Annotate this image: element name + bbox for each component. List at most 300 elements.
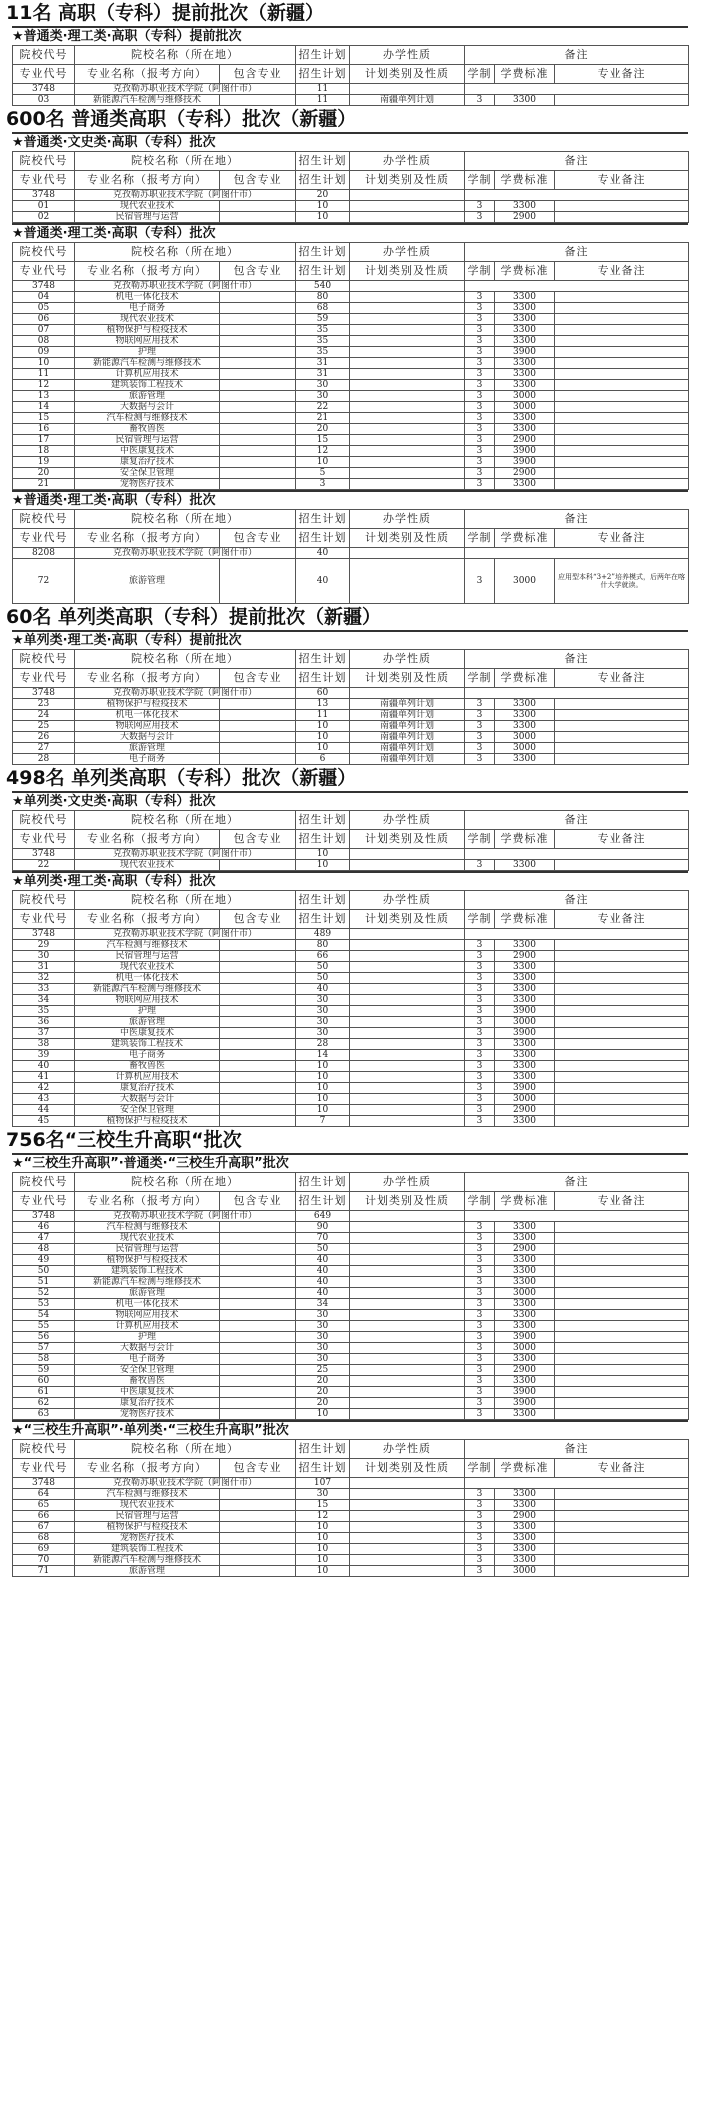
major-name: 旅游管理 [75, 743, 220, 754]
major-code: 56 [13, 1332, 75, 1343]
major-name: 旅游管理 [75, 1288, 220, 1299]
header-major-code: 专业代号 [13, 1459, 75, 1478]
major-name: 现代农业技术 [75, 1500, 220, 1511]
included-majors [220, 1522, 296, 1533]
duration: 3 [465, 1511, 495, 1522]
major-plan: 30 [296, 1354, 350, 1365]
major-remarks [555, 292, 689, 303]
table-row [13, 1233, 689, 1244]
major-code: 25 [13, 721, 75, 732]
duration: 3 [465, 754, 495, 765]
plan-category [350, 1489, 465, 1500]
major-plan: 10 [296, 201, 350, 212]
included-majors [220, 1398, 296, 1409]
header-duration: 学制 [465, 830, 495, 849]
major-plan: 12 [296, 1511, 350, 1522]
tuition: 2900 [495, 1105, 555, 1116]
header-remarks: 备注 [465, 510, 689, 529]
plan-table [12, 45, 689, 106]
plan-category [350, 984, 465, 995]
major-remarks [555, 1310, 689, 1321]
duration: 3 [465, 303, 495, 314]
header-major-remarks: 专业备注 [555, 171, 689, 190]
duration: 3 [465, 1288, 495, 1299]
major-code: 02 [13, 212, 75, 223]
major-remarks [555, 1511, 689, 1522]
major-name: 建筑装饰工程技术 [75, 380, 220, 391]
plan-category [350, 1376, 465, 1387]
plan-category [350, 457, 465, 468]
plan-category [350, 1050, 465, 1061]
included-majors [220, 754, 296, 765]
table-row [13, 1489, 689, 1500]
major-remarks [555, 468, 689, 479]
plan-category [350, 1028, 465, 1039]
tuition: 3300 [495, 303, 555, 314]
header-major-remarks: 专业备注 [555, 65, 689, 84]
included-majors [220, 940, 296, 951]
major-plan: 50 [296, 973, 350, 984]
included-majors [220, 1222, 296, 1233]
major-name: 护理 [75, 1332, 220, 1343]
major-remarks [555, 325, 689, 336]
table-row [13, 391, 689, 402]
major-code: 48 [13, 1244, 75, 1255]
plan-table [12, 810, 689, 871]
duration: 3 [465, 940, 495, 951]
major-code: 24 [13, 710, 75, 721]
duration: 3 [465, 1266, 495, 1277]
major-remarks [555, 369, 689, 380]
major-name: 电子商务 [75, 754, 220, 765]
header-school-name: 院校名称（所在地） [75, 243, 296, 262]
header-plan: 招生计划 [296, 65, 350, 84]
included-majors [220, 1310, 296, 1321]
header-remarks: 备注 [465, 243, 689, 262]
included-majors [220, 1511, 296, 1522]
major-remarks [555, 1083, 689, 1094]
school-nature [350, 929, 465, 940]
tuition: 2900 [495, 1365, 555, 1376]
major-remarks [555, 721, 689, 732]
header-major-remarks: 专业备注 [555, 1459, 689, 1478]
major-remarks [555, 1288, 689, 1299]
school-row [13, 688, 689, 699]
major-code: 36 [13, 1017, 75, 1028]
tuition: 3000 [495, 559, 555, 604]
major-plan: 35 [296, 325, 350, 336]
major-code: 20 [13, 468, 75, 479]
major-name: 民宿管理与运营 [75, 1511, 220, 1522]
major-name: 植物保护与检疫技术 [75, 1116, 220, 1127]
included-majors [220, 995, 296, 1006]
plan-category [350, 1321, 465, 1332]
major-remarks [555, 1409, 689, 1420]
major-code: 46 [13, 1222, 75, 1233]
table-row [13, 1288, 689, 1299]
plan-category [350, 1387, 465, 1398]
major-name: 民宿管理与运营 [75, 435, 220, 446]
header-major-code: 专业代号 [13, 171, 75, 190]
plan-category [350, 325, 465, 336]
header-plan: 招生计划 [296, 152, 350, 171]
major-name: 机电一体化技术 [75, 973, 220, 984]
major-name: 宠物医疗技术 [75, 479, 220, 490]
table-row [13, 1277, 689, 1288]
plan-category [350, 1017, 465, 1028]
major-plan: 20 [296, 1398, 350, 1409]
header-school-name: 院校名称（所在地） [75, 510, 296, 529]
school-row [13, 849, 689, 860]
header-duration: 学制 [465, 669, 495, 688]
table-row [13, 1061, 689, 1072]
plan-category [350, 1116, 465, 1127]
header-major-remarks: 专业备注 [555, 830, 689, 849]
plan-block [12, 26, 688, 106]
major-name: 计算机应用技术 [75, 369, 220, 380]
header-nature: 办学性质 [350, 811, 465, 830]
duration: 3 [465, 435, 495, 446]
included-majors [220, 391, 296, 402]
included-majors [220, 1555, 296, 1566]
major-code: 35 [13, 1006, 75, 1017]
tuition: 3300 [495, 1544, 555, 1555]
major-code: 08 [13, 336, 75, 347]
header-plan-category: 计划类别及性质 [350, 262, 465, 281]
major-name: 物联网应用技术 [75, 1310, 220, 1321]
header-plan: 招生计划 [296, 910, 350, 929]
major-name: 大数据与会计 [75, 402, 220, 413]
plan-category [350, 446, 465, 457]
major-plan: 10 [296, 457, 350, 468]
tuition: 3300 [495, 1376, 555, 1387]
plan-category [350, 1343, 465, 1354]
header-duration: 学制 [465, 910, 495, 929]
table-row [13, 1072, 689, 1083]
major-name: 旅游管理 [75, 1017, 220, 1028]
major-remarks [555, 212, 689, 223]
major-code: 17 [13, 435, 75, 446]
header-nature: 办学性质 [350, 510, 465, 529]
plan-table [12, 151, 689, 223]
header-plan: 招生计划 [296, 46, 350, 65]
included-majors [220, 1072, 296, 1083]
header-included-majors: 包含专业 [220, 669, 296, 688]
major-plan: 34 [296, 1299, 350, 1310]
major-name: 安全保卫管理 [75, 1105, 220, 1116]
major-remarks [555, 402, 689, 413]
major-code: 10 [13, 358, 75, 369]
header-row [13, 152, 689, 171]
tuition: 3300 [495, 1277, 555, 1288]
duration: 3 [465, 1116, 495, 1127]
header-row [13, 262, 689, 281]
plan-table [12, 509, 689, 604]
duration: 3 [465, 1544, 495, 1555]
major-plan: 14 [296, 1050, 350, 1061]
plan-category [350, 1072, 465, 1083]
major-remarks [555, 699, 689, 710]
major-remarks [555, 479, 689, 490]
duration: 3 [465, 1343, 495, 1354]
major-plan: 30 [296, 1017, 350, 1028]
school-plan: 20 [296, 190, 350, 201]
included-majors [220, 457, 296, 468]
tuition: 3300 [495, 995, 555, 1006]
included-majors [220, 325, 296, 336]
header-school-name: 院校名称（所在地） [75, 152, 296, 171]
section-title: 60名 单列类高职（专科）提前批次（新疆） [6, 606, 382, 628]
school-row [13, 1211, 689, 1222]
major-remarks [555, 940, 689, 951]
table-row [13, 732, 689, 743]
header-school-name: 院校名称（所在地） [75, 811, 296, 830]
header-plan: 招生计划 [296, 510, 350, 529]
major-name: 现代农业技术 [75, 314, 220, 325]
major-plan: 20 [296, 424, 350, 435]
header-plan: 招生计划 [296, 891, 350, 910]
header-plan: 招生计划 [296, 1459, 350, 1478]
major-code: 11 [13, 369, 75, 380]
major-code: 09 [13, 347, 75, 358]
duration: 3 [465, 1533, 495, 1544]
plan-category [350, 468, 465, 479]
major-name: 中医康复技术 [75, 1028, 220, 1039]
tuition: 3300 [495, 325, 555, 336]
major-code: 62 [13, 1398, 75, 1409]
tuition: 3300 [495, 1266, 555, 1277]
section-title: 498名 单列类高职（专科）批次（新疆） [6, 767, 357, 789]
header-major-name: 专业名称（报考方向） [75, 1459, 220, 1478]
tuition: 3000 [495, 743, 555, 754]
major-plan: 28 [296, 1039, 350, 1050]
major-remarks [555, 1094, 689, 1105]
header-included-majors: 包含专业 [220, 1459, 296, 1478]
table-row [13, 468, 689, 479]
tuition: 3300 [495, 1354, 555, 1365]
header-school-code: 院校代号 [13, 811, 75, 830]
major-plan: 22 [296, 402, 350, 413]
school-remarks [465, 84, 689, 95]
plan-category [350, 1299, 465, 1310]
table-row [13, 1310, 689, 1321]
duration: 3 [465, 380, 495, 391]
plan-category [350, 314, 465, 325]
tuition: 3300 [495, 754, 555, 765]
included-majors [220, 962, 296, 973]
tuition: 3300 [495, 962, 555, 973]
major-name: 电子商务 [75, 303, 220, 314]
header-remarks: 备注 [465, 650, 689, 669]
major-plan: 20 [296, 1387, 350, 1398]
school-code: 3748 [13, 688, 75, 699]
included-majors [220, 1028, 296, 1039]
school-code: 3748 [13, 190, 75, 201]
table-row [13, 1533, 689, 1544]
plan-category: 南疆单列计划 [350, 95, 465, 106]
duration: 3 [465, 995, 495, 1006]
table-row [13, 559, 689, 604]
table-row [13, 479, 689, 490]
plan-category [350, 1544, 465, 1555]
header-major-name: 专业名称（报考方向） [75, 669, 220, 688]
school-code: 8208 [13, 548, 75, 559]
included-majors [220, 721, 296, 732]
major-code: 06 [13, 314, 75, 325]
tuition: 2900 [495, 435, 555, 446]
header-school-name: 院校名称（所在地） [75, 1440, 296, 1459]
major-remarks [555, 380, 689, 391]
duration: 3 [465, 721, 495, 732]
header-plan-category: 计划类别及性质 [350, 910, 465, 929]
table-row [13, 984, 689, 995]
duration: 3 [465, 1017, 495, 1028]
plan-category [350, 1277, 465, 1288]
header-row [13, 1440, 689, 1459]
table-row [13, 358, 689, 369]
table-row [13, 1511, 689, 1522]
duration: 3 [465, 1244, 495, 1255]
school-remarks [465, 1211, 689, 1222]
header-major-code: 专业代号 [13, 262, 75, 281]
plan-category: 南疆单列计划 [350, 699, 465, 710]
major-code: 50 [13, 1266, 75, 1277]
plan-category [350, 358, 465, 369]
header-major-name: 专业名称（报考方向） [75, 171, 220, 190]
plan-category [350, 1533, 465, 1544]
header-major-remarks: 专业备注 [555, 262, 689, 281]
plan-category [350, 292, 465, 303]
duration: 3 [465, 984, 495, 995]
major-plan: 30 [296, 1310, 350, 1321]
school-plan: 107 [296, 1478, 350, 1489]
major-remarks [555, 1105, 689, 1116]
major-plan: 50 [296, 962, 350, 973]
major-code: 53 [13, 1299, 75, 1310]
tuition: 3300 [495, 1072, 555, 1083]
major-code: 67 [13, 1522, 75, 1533]
included-majors [220, 1288, 296, 1299]
tuition: 3300 [495, 95, 555, 106]
included-majors [220, 347, 296, 358]
major-remarks [555, 424, 689, 435]
header-major-name: 专业名称（报考方向） [75, 1192, 220, 1211]
major-code: 18 [13, 446, 75, 457]
header-row [13, 891, 689, 910]
included-majors [220, 1277, 296, 1288]
major-remarks [555, 1061, 689, 1072]
major-name: 现代农业技术 [75, 962, 220, 973]
header-plan: 招生计划 [296, 669, 350, 688]
header-nature: 办学性质 [350, 891, 465, 910]
major-name: 新能源汽车检测与维修技术 [75, 1555, 220, 1566]
header-tuition: 学费标准 [495, 910, 555, 929]
major-name: 畜牧兽医 [75, 1376, 220, 1387]
school-code: 3748 [13, 84, 75, 95]
plan-category [350, 369, 465, 380]
header-row [13, 171, 689, 190]
major-plan: 30 [296, 380, 350, 391]
plan-category [350, 1244, 465, 1255]
duration: 3 [465, 424, 495, 435]
header-major-code: 专业代号 [13, 910, 75, 929]
table-row [13, 402, 689, 413]
major-name: 新能源汽车检测与维修技术 [75, 95, 220, 106]
major-code: 40 [13, 1061, 75, 1072]
header-remarks: 备注 [465, 152, 689, 171]
major-code: 60 [13, 1376, 75, 1387]
table-row [13, 940, 689, 951]
major-name: 汽车检测与维修技术 [75, 940, 220, 951]
plan-category [350, 380, 465, 391]
table-row [13, 201, 689, 212]
major-name: 电子商务 [75, 1354, 220, 1365]
major-remarks [555, 1072, 689, 1083]
section-title: 600名 普通类高职（专科）批次（新疆） [6, 108, 357, 130]
tuition: 3300 [495, 1255, 555, 1266]
header-plan: 招生计划 [296, 262, 350, 281]
header-duration: 学制 [465, 262, 495, 281]
table-row [13, 292, 689, 303]
major-plan: 10 [296, 212, 350, 223]
table-row [13, 1321, 689, 1332]
duration: 3 [465, 973, 495, 984]
table-row [13, 1039, 689, 1050]
included-majors [220, 1533, 296, 1544]
header-school-code: 院校代号 [13, 1173, 75, 1192]
header-row [13, 510, 689, 529]
included-majors [220, 973, 296, 984]
table-row [13, 424, 689, 435]
duration: 3 [465, 391, 495, 402]
school-row [13, 190, 689, 201]
plan-category [350, 1522, 465, 1533]
school-nature [350, 281, 465, 292]
table-row [13, 435, 689, 446]
major-remarks [555, 1566, 689, 1577]
plan-category [350, 951, 465, 962]
major-code: 51 [13, 1277, 75, 1288]
plan-category [350, 1255, 465, 1266]
table-row [13, 1105, 689, 1116]
major-code: 30 [13, 951, 75, 962]
header-remarks: 备注 [465, 811, 689, 830]
school-nature [350, 548, 465, 559]
major-code: 41 [13, 1072, 75, 1083]
plan-category [350, 1006, 465, 1017]
included-majors [220, 402, 296, 413]
table-row [13, 457, 689, 468]
major-remarks [555, 1255, 689, 1266]
school-nature [350, 1211, 465, 1222]
tuition: 3300 [495, 1522, 555, 1533]
header-major-name: 专业名称（报考方向） [75, 910, 220, 929]
included-majors [220, 710, 296, 721]
school-nature [350, 84, 465, 95]
major-code: 31 [13, 962, 75, 973]
duration: 3 [465, 468, 495, 479]
duration: 3 [465, 1233, 495, 1244]
plan-category [350, 347, 465, 358]
tuition: 3300 [495, 860, 555, 871]
table-row [13, 1566, 689, 1577]
major-remarks [555, 1299, 689, 1310]
header-school-name: 院校名称（所在地） [75, 891, 296, 910]
included-majors [220, 201, 296, 212]
major-name: 建筑装饰工程技术 [75, 1039, 220, 1050]
plan-category [350, 1105, 465, 1116]
header-major-code: 专业代号 [13, 830, 75, 849]
